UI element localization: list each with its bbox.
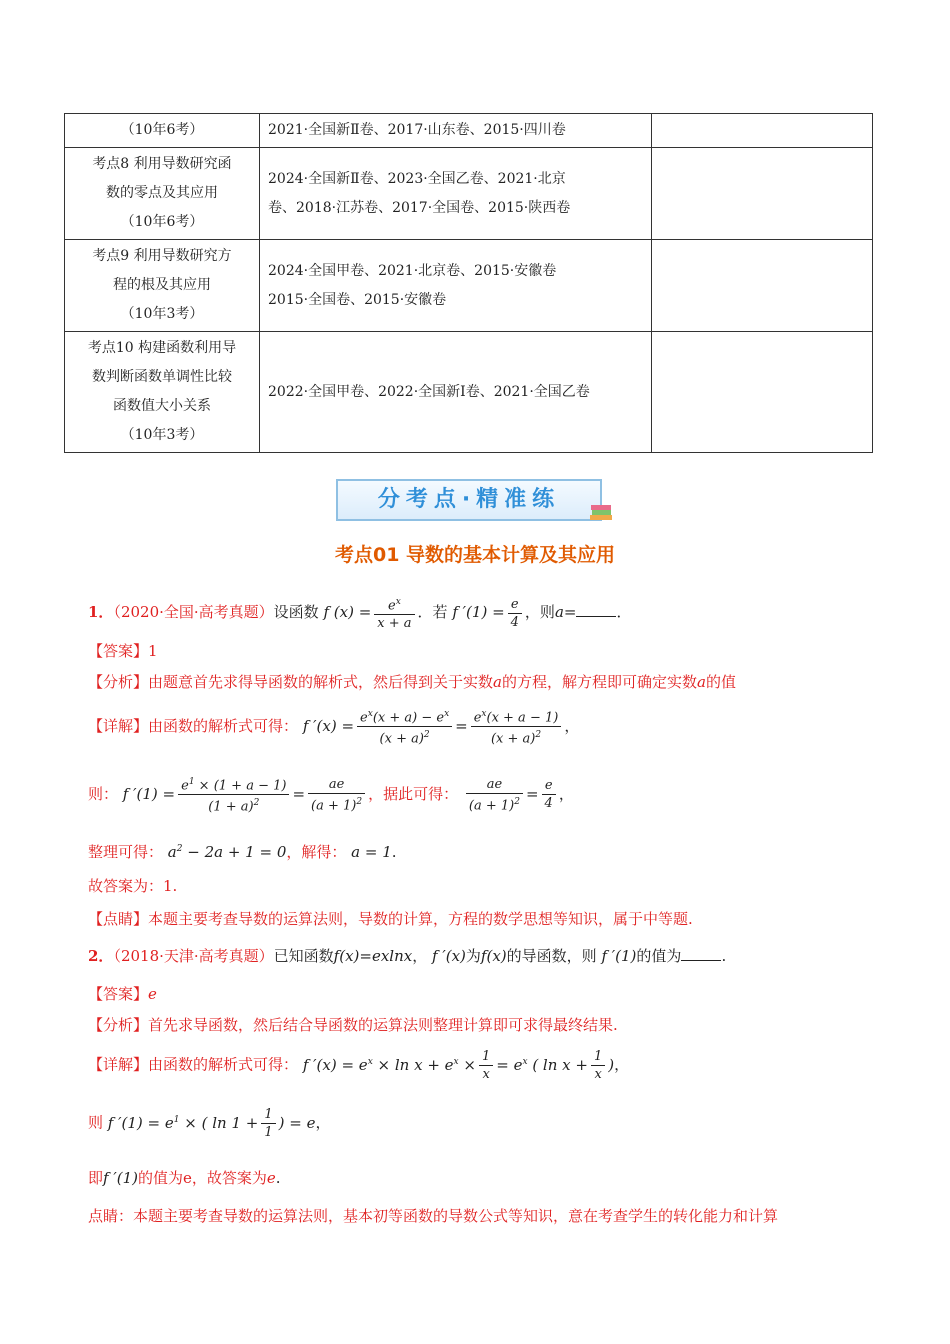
q1-answer: 【答案】1: [88, 642, 158, 660]
q1-quadratic-formula: $a^2 - 2a + 1 = 0$: [167, 843, 287, 861]
q1-stem: 1．（2020·全国·高考真题）设函数 f (x) = $\frac{e^x}{x + a}$ ．若 f ′(1) = $\frac{e}{4}$ ，则a= ．: [88, 594, 631, 632]
q2-analysis: 【分析】首先求导函数，然后结合导函数的运算法则整理计算即可求得最终结果.: [88, 1016, 618, 1034]
answer-blank: [681, 946, 721, 961]
exam-cell: 2024·全国甲卷、2021·北京卷、2015·安徽卷 2015·全国卷、2015·安徽卷: [260, 240, 652, 332]
section-banner: 分考点·精准练: [336, 479, 602, 521]
q1-comment: 【点睛】本题主要考查导数的运算法则，导数的计算，方程的数学思想等知识，属于中等题.: [88, 910, 693, 928]
q1-detail: 【详解】由函数的解析式可得： f ′(x) = $\frac{e^x(x + a) - e^x}{(x + a)^2}$ = $\frac{e^x(x + a - 1)}{(x + a)^2}$ ，: [88, 706, 579, 748]
q2-f1-symbol: f ′(1): [601, 947, 637, 965]
q2-final: 即f ′(1)的值为e，故答案为e.: [88, 1169, 281, 1187]
q2-derivative-formula: f $'(x) = e^x \times \ln x + e^x$ × $\frac{1}{x}$ = $e^x$ ( ln x + $\frac{1}{x}$ ): [302, 1049, 615, 1082]
topic-cell: 考点9 利用导数研究方 程的根及其应用 （10年3考）: [65, 240, 260, 332]
table-row: [65, 114, 873, 148]
q1-function-formula: f (x) = $\frac{e^x}{x + a}$: [323, 603, 417, 621]
table-row: [65, 240, 873, 332]
q2-derivative-symbol: f ′(x): [432, 947, 466, 965]
q1-condition-formula: f ′(1) = $\frac{e}{4}$: [452, 603, 525, 621]
empty-cell: [652, 240, 873, 332]
q1-evaluation: 则： f ′(1) = $\frac{e^1 \times (1 + a - 1)}{(1 + a)^2}$ = $\frac{ae}{(a + 1)^2}$ ，据此可得： $\frac{ae}{(a + 1)^2}$ = $\frac{e}{4}$ ，: [88, 774, 574, 816]
table-row: [65, 148, 873, 240]
table-row: [65, 332, 873, 453]
empty-cell: [652, 114, 873, 148]
q1-f1-formula: f ′(1) = $\frac{e^1 \times (1 + a - 1)}{(1 + a)^2}$ = $\frac{ae}{(a + 1)^2}$: [123, 785, 368, 803]
exam-cell: 2021·全国新Ⅱ卷、2017·山东卷、2015·四川卷: [260, 114, 652, 148]
exam-topic-table: [64, 113, 873, 453]
topic-cell: 考点10 构建函数利用导 数判断函数单调性比较 函数值大小关系 （10年3考）: [65, 332, 260, 453]
exam-cell: 2022·全国甲卷、2022·全国新Ⅰ卷、2021·全国乙卷: [260, 332, 652, 453]
q1-final: 故答案为：1.: [88, 877, 178, 895]
topic-cell: （10年6考）: [65, 114, 260, 148]
q2-answer: 【答案】e: [88, 985, 157, 1003]
q1-simplify: 整理可得： $a^2 - 2a + 1 = 0$，解得： a = 1.: [88, 843, 397, 861]
q2-f1-symbol: f ′(1): [103, 1169, 138, 1187]
exam-cell: 2024·全国新Ⅱ卷、2023·全国乙卷、2021·北京 卷、2018·江苏卷、2017·全国卷、2015·陕西卷: [260, 148, 652, 240]
q2-f1-formula: f $'(1) = e^1$ × ( ln 1 + $\frac{1}{1}$ ) = e: [107, 1107, 316, 1140]
section-title: 考点01 导数的基本计算及其应用: [334, 544, 616, 566]
q1-solution-formula: a = 1: [351, 843, 392, 861]
q1-analysis: 【分析】由题意首先求得导函数的解析式，然后得到关于实数a的方程，解方程即可确定实数a的值: [88, 673, 736, 691]
q2-evaluation: 则 f $'(1) = e^1$ × ( ln 1 + $\frac{1}{1}$ ) = e，: [88, 1107, 331, 1140]
q1-derivative-formula: f ′(x) = $\frac{e^x(x + a) - e^x}{(x + a)^2}$ = $\frac{e^x(x + a - 1)}{(x + a)^2}$: [303, 717, 565, 735]
empty-cell: [652, 332, 873, 453]
q2-stem: 2．（2018·天津·高考真题）已知函数f(x)=exlnx， f ′(x)为f(x)的导函数，则 f ′(1)的值为 .: [88, 947, 727, 965]
q2-detail: 【详解】由函数的解析式可得： f $'(x) = e^x \times \ln x + e^x$ × $\frac{1}{x}$ = $e^x$ ( ln x + $\frac{1}{x}$ )，: [88, 1049, 630, 1082]
books-icon: [588, 502, 614, 522]
empty-cell: [652, 148, 873, 240]
topic-cell: 考点8 利用导数研究函 数的零点及其应用 （10年6考）: [65, 148, 260, 240]
q1-equation-formula: $\frac{ae}{(a + 1)^2}$ = $\frac{e}{4}$: [463, 785, 559, 803]
q2-comment: 点睛：本题主要考查导数的运算法则，基本初等函数的导数公式等知识，意在考查学生的转化能力和计算: [88, 1207, 779, 1225]
answer-blank: [576, 602, 616, 617]
